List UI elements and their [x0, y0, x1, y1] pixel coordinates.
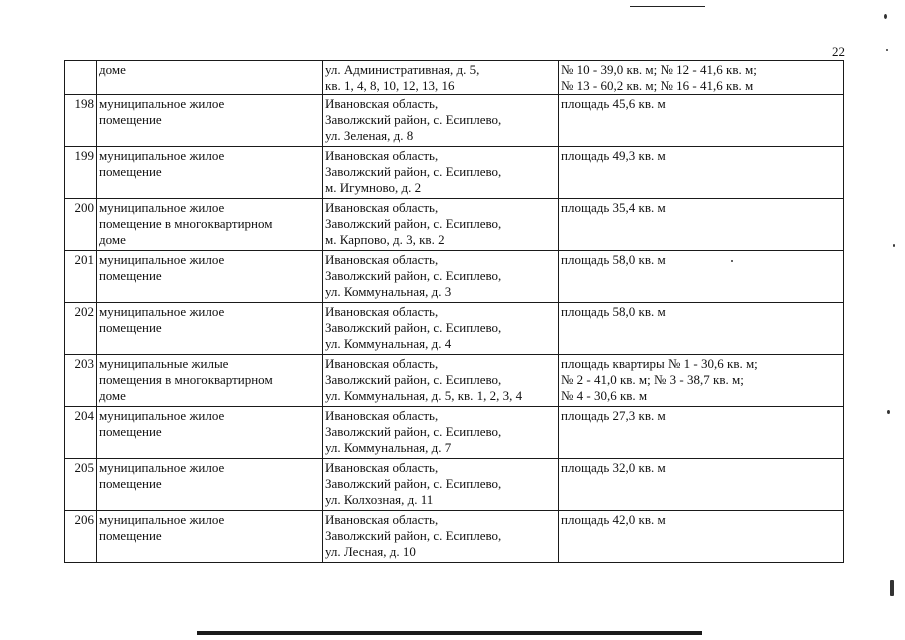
address-line: м. Игумново, д. 2	[325, 180, 422, 195]
table-row	[65, 511, 844, 563]
object-name-line: помещение в многоквартирном	[99, 216, 273, 231]
area-line: № 10 - 39,0 кв. м; № 12 - 41,6 кв. м;	[561, 62, 757, 77]
address-line: кв. 1, 4, 8, 10, 12, 13, 16	[325, 78, 455, 93]
address-line: ул. Колхозная, д. 11	[325, 492, 434, 507]
object-name-cell	[97, 355, 323, 407]
table-row	[65, 147, 844, 199]
object-name-line: муниципальное жилое	[99, 304, 225, 319]
object-name-line: доме	[99, 232, 126, 247]
object-name-line: муниципальное жилое	[99, 408, 225, 423]
table-row	[65, 61, 844, 95]
address-line: Ивановская область,	[325, 460, 439, 475]
row-number-cell: 199	[65, 147, 97, 199]
area-cell	[559, 355, 844, 407]
table-row	[65, 459, 844, 511]
object-name-cell	[97, 61, 323, 95]
address-line: ул. Лесная, д. 10	[325, 544, 416, 559]
address-cell	[323, 61, 559, 95]
table-row	[65, 251, 844, 303]
address-line: ул. Зеленая, д. 8	[325, 128, 414, 143]
address-line: Заволжский район, с. Есиплево,	[325, 164, 502, 179]
table-row	[65, 199, 844, 251]
object-name-line: муниципальное жилое	[99, 460, 225, 475]
area-cell	[559, 459, 844, 511]
area-line: площадь 58,0 кв. м	[561, 252, 666, 267]
scan-speck	[890, 580, 894, 596]
area-line: площадь 27,3 кв. м	[561, 408, 666, 423]
scan-speck	[886, 49, 888, 51]
area-cell	[559, 251, 844, 303]
row-number-cell: 203	[65, 355, 97, 407]
object-name-line: помещение	[99, 476, 162, 491]
address-line: Ивановская область,	[325, 408, 439, 423]
object-name-cell	[97, 95, 323, 147]
address-line: Ивановская область,	[325, 148, 439, 163]
address-line: ул. Коммунальная, д. 7	[325, 440, 452, 455]
address-cell	[323, 459, 559, 511]
row-number-cell: 205	[65, 459, 97, 511]
address-line: Ивановская область,	[325, 512, 439, 527]
area-line: площадь 42,0 кв. м	[561, 512, 666, 527]
object-name-cell	[97, 147, 323, 199]
object-name-cell	[97, 459, 323, 511]
address-line: Заволжский район, с. Есиплево,	[325, 320, 502, 335]
object-name-line: муниципальное жилое	[99, 148, 225, 163]
area-line: № 13 - 60,2 кв. м; № 16 - 41,6 кв. м	[561, 78, 754, 93]
address-cell	[323, 199, 559, 251]
address-line: Заволжский район, с. Есиплево,	[325, 112, 502, 127]
table-row	[65, 407, 844, 459]
table-row	[65, 95, 844, 147]
address-line: Ивановская область,	[325, 200, 439, 215]
address-cell	[323, 303, 559, 355]
address-cell	[323, 147, 559, 199]
row-number-cell: 204	[65, 407, 97, 459]
area-cell	[559, 511, 844, 563]
area-line: площадь 35,4 кв. м	[561, 200, 666, 215]
address-line: м. Карпово, д. 3, кв. 2	[325, 232, 445, 247]
area-line: площадь 45,6 кв. м	[561, 96, 666, 111]
table-row	[65, 303, 844, 355]
address-line: ул. Коммунальная, д. 3	[325, 284, 452, 299]
object-name-cell	[97, 407, 323, 459]
address-cell	[323, 407, 559, 459]
address-line: Заволжский район, с. Есиплево,	[325, 528, 502, 543]
table-row	[65, 355, 844, 407]
object-name-line: муниципальное жилое	[99, 96, 225, 111]
area-line: № 4 - 30,6 кв. м	[561, 388, 648, 403]
area-cell	[559, 303, 844, 355]
object-name-cell	[97, 251, 323, 303]
address-line: Ивановская область,	[325, 96, 439, 111]
address-line: ул. Коммунальная, д. 4	[325, 336, 452, 351]
address-line: Заволжский район, с. Есиплево,	[325, 372, 502, 387]
scan-speck	[884, 14, 887, 19]
address-line: Заволжский район, с. Есиплево,	[325, 424, 502, 439]
address-line: Ивановская область,	[325, 304, 439, 319]
top-rule	[630, 6, 705, 7]
object-name-line: муниципальное жилое	[99, 512, 225, 527]
row-number-cell: 200	[65, 199, 97, 251]
object-name-line: доме	[99, 62, 126, 77]
area-line: № 2 - 41,0 кв. м; № 3 - 38,7 кв. м;	[561, 372, 744, 387]
area-cell	[559, 407, 844, 459]
object-name-line: муниципальное жилое	[99, 200, 225, 215]
object-name-line: доме	[99, 388, 126, 403]
object-name-cell	[97, 199, 323, 251]
object-name-line: помещение	[99, 528, 162, 543]
address-line: Заволжский район, с. Есиплево,	[325, 268, 502, 283]
row-number-cell: 206	[65, 511, 97, 563]
property-registry-table	[64, 60, 844, 563]
address-line: ул. Коммунальная, д. 5, кв. 1, 2, 3, 4	[325, 388, 523, 403]
area-cell	[559, 61, 844, 95]
object-name-line: помещение	[99, 320, 162, 335]
row-number-cell: 202	[65, 303, 97, 355]
area-line: площадь квартиры № 1 - 30,6 кв. м;	[561, 356, 758, 371]
object-name-line: муниципальные жилые	[99, 356, 229, 371]
object-name-line: помещение	[99, 268, 162, 283]
bottom-rule	[197, 631, 702, 635]
address-line: Ивановская область,	[325, 356, 439, 371]
area-cell	[559, 147, 844, 199]
area-line: площадь 32,0 кв. м	[561, 460, 666, 475]
object-name-line: помещения в многоквартирном	[99, 372, 273, 387]
row-number-cell: 198	[65, 95, 97, 147]
object-name-cell	[97, 511, 323, 563]
object-name-line: помещение	[99, 112, 162, 127]
page-number: 22	[832, 44, 845, 59]
scan-speck	[893, 244, 895, 247]
scan-speck	[887, 410, 890, 414]
registry-body	[65, 61, 844, 563]
object-name-line: муниципальное жилое	[99, 252, 225, 267]
object-name-cell	[97, 303, 323, 355]
address-cell	[323, 251, 559, 303]
area-cell	[559, 199, 844, 251]
address-cell	[323, 355, 559, 407]
address-line: ул. Административная, д. 5,	[325, 62, 480, 77]
row-number-cell	[65, 61, 97, 95]
area-line: площадь 58,0 кв. м	[561, 304, 666, 319]
address-line: Ивановская область,	[325, 252, 439, 267]
address-cell	[323, 95, 559, 147]
address-line: Заволжский район, с. Есиплево,	[325, 216, 502, 231]
object-name-line: помещение	[99, 164, 162, 179]
row-number-cell: 201	[65, 251, 97, 303]
area-cell	[559, 95, 844, 147]
address-line: Заволжский район, с. Есиплево,	[325, 476, 502, 491]
area-line: площадь 49,3 кв. м	[561, 148, 666, 163]
object-name-line: помещение	[99, 424, 162, 439]
address-cell	[323, 511, 559, 563]
